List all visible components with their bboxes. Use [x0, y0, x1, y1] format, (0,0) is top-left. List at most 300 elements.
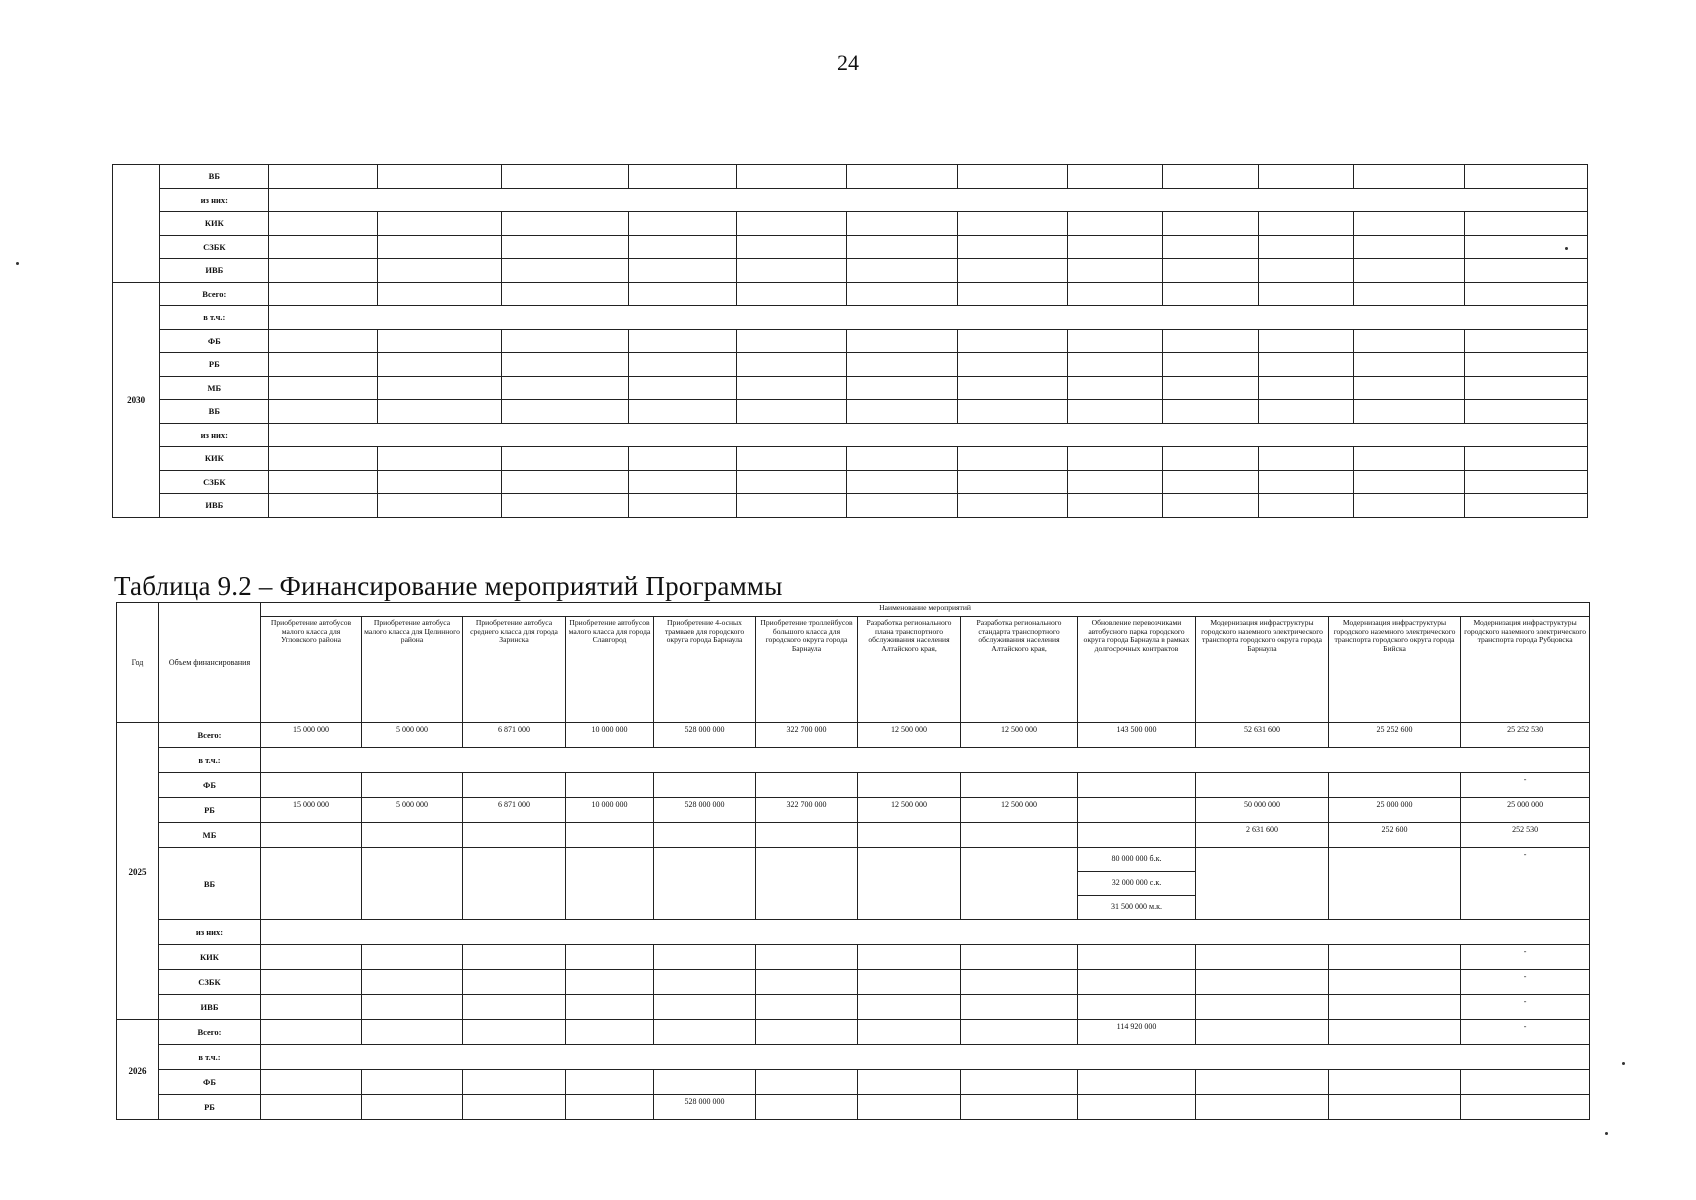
- empty-cell: [1258, 447, 1353, 471]
- empty-cell: [566, 1070, 654, 1095]
- col-year-header: Год: [117, 603, 159, 723]
- table-row: [113, 400, 1588, 424]
- empty-cell: [654, 1070, 756, 1095]
- empty-cell: [566, 773, 654, 798]
- empty-cell: [1464, 400, 1587, 424]
- table-row: [117, 1020, 1590, 1045]
- empty-cell: [269, 259, 377, 283]
- table-row: [113, 353, 1588, 377]
- empty-cell: [1163, 329, 1258, 353]
- value-cell: -: [1461, 773, 1590, 798]
- value-cell: 52 631 600: [1196, 723, 1329, 748]
- empty-cell: [654, 1020, 756, 1045]
- empty-cell: [377, 470, 501, 494]
- empty-cell: [628, 212, 736, 236]
- empty-cell: [1354, 400, 1464, 424]
- financing-table: [116, 602, 1590, 1120]
- empty-cell: [628, 494, 736, 518]
- table-row: [117, 945, 1590, 970]
- empty-cell: [1329, 773, 1461, 798]
- empty-cell: [502, 447, 628, 471]
- scan-speck: [1605, 1132, 1608, 1135]
- empty-cell: [1196, 945, 1329, 970]
- table-row: [117, 1045, 1590, 1070]
- empty-cell: [261, 773, 362, 798]
- empty-cell: [654, 823, 756, 848]
- empty-cell: [654, 945, 756, 970]
- row-label: ИВБ: [160, 494, 269, 518]
- column-header: Приобретение 4-осных трамваев для городского округа города Барнаула: [654, 617, 756, 723]
- empty-cell: [463, 1070, 566, 1095]
- table-row: [117, 920, 1590, 945]
- table-row: [117, 798, 1590, 823]
- scan-speck: [1565, 247, 1568, 250]
- empty-cell: [1464, 470, 1587, 494]
- empty-cell: [1258, 235, 1353, 259]
- empty-cell: [1464, 494, 1587, 518]
- empty-cell: [1068, 259, 1163, 283]
- empty-cell: [1258, 282, 1353, 306]
- empty-cell: [269, 282, 377, 306]
- empty-cell: [1329, 848, 1461, 920]
- table-row: [117, 823, 1590, 848]
- empty-cell: [502, 353, 628, 377]
- table-row: [117, 970, 1590, 995]
- row-label: Всего:: [160, 282, 269, 306]
- empty-cell: [1163, 470, 1258, 494]
- empty-cell: [961, 1070, 1078, 1095]
- row-label: ВБ: [159, 848, 261, 920]
- empty-cell: [858, 970, 961, 995]
- empty-cell: [628, 470, 736, 494]
- table-row: [113, 447, 1588, 471]
- table-row: [117, 723, 1590, 748]
- empty-cell: [1196, 1020, 1329, 1045]
- value-cell: -: [1461, 970, 1590, 995]
- empty-cell: [1464, 165, 1587, 189]
- empty-cell: [1258, 376, 1353, 400]
- empty-cell: [269, 400, 377, 424]
- empty-cell: [463, 995, 566, 1020]
- value-cell: -: [1461, 995, 1590, 1020]
- empty-cell: [261, 848, 362, 920]
- group-header: Наименование мероприятий: [261, 603, 1590, 617]
- empty-cell: [1068, 400, 1163, 424]
- vb-part: 31 500 000 м.к.: [1111, 902, 1162, 911]
- value-cell: 25 252 530: [1461, 723, 1590, 748]
- value-cell: 12 500 000: [858, 723, 961, 748]
- column-header: Приобретение автобуса среднего класса для города Заринска: [463, 617, 566, 723]
- empty-cell: [269, 376, 377, 400]
- empty-cell: [269, 188, 1588, 212]
- empty-cell: [654, 773, 756, 798]
- empty-cell: [961, 823, 1078, 848]
- empty-cell: [756, 823, 858, 848]
- empty-cell: [566, 970, 654, 995]
- empty-cell: [269, 423, 1588, 447]
- column-header: Модернизация инфраструктуры городского наземного электрического транспорта города Рубцовска: [1461, 617, 1590, 723]
- empty-cell: [628, 259, 736, 283]
- empty-cell: [628, 447, 736, 471]
- empty-cell: [1163, 353, 1258, 377]
- table-row: [117, 773, 1590, 798]
- row-label: МБ: [160, 376, 269, 400]
- empty-cell: [736, 259, 846, 283]
- empty-cell: [502, 282, 628, 306]
- col-volume-header: Объем финансирования: [159, 603, 261, 723]
- column-header: Приобретение троллейбусов большого класса для городского округа города Барнаула: [756, 617, 858, 723]
- value-cell: 114 920 000: [1078, 1020, 1196, 1045]
- value-cell: 12 500 000: [961, 723, 1078, 748]
- empty-cell: [1464, 235, 1587, 259]
- empty-cell: [1163, 282, 1258, 306]
- empty-cell: [756, 995, 858, 1020]
- value-cell: 12 500 000: [858, 798, 961, 823]
- empty-cell: [756, 848, 858, 920]
- year-cell: [113, 165, 160, 283]
- value-cell: 322 700 000: [756, 723, 858, 748]
- value-cell: 5 000 000: [362, 798, 463, 823]
- empty-cell: [858, 823, 961, 848]
- value-cell: 6 871 000: [463, 798, 566, 823]
- empty-cell: [502, 376, 628, 400]
- empty-cell: [1464, 329, 1587, 353]
- row-label: СЗБК: [159, 970, 261, 995]
- empty-cell: [261, 748, 1590, 773]
- empty-cell: [1068, 282, 1163, 306]
- column-header: Приобретение автобусов малого класса для города Славгород: [566, 617, 654, 723]
- value-cell: 15 000 000: [261, 798, 362, 823]
- table-row: [113, 306, 1588, 330]
- empty-cell: [1354, 212, 1464, 236]
- row-label: ВБ: [160, 400, 269, 424]
- empty-cell: [1354, 494, 1464, 518]
- empty-cell: [1196, 773, 1329, 798]
- empty-cell: [1078, 970, 1196, 995]
- empty-cell: [1196, 1070, 1329, 1095]
- empty-cell: [736, 165, 846, 189]
- empty-cell: [502, 494, 628, 518]
- row-label: из них:: [159, 920, 261, 945]
- scan-speck: [16, 262, 19, 265]
- empty-cell: [847, 259, 957, 283]
- table-row: [113, 470, 1588, 494]
- table-row: [113, 259, 1588, 283]
- empty-cell: [1464, 353, 1587, 377]
- row-label: ВБ: [160, 165, 269, 189]
- row-label: РБ: [159, 1095, 261, 1120]
- empty-cell: [1354, 329, 1464, 353]
- empty-cell: [628, 282, 736, 306]
- empty-cell: [736, 329, 846, 353]
- empty-cell: [628, 165, 736, 189]
- empty-cell: [1329, 970, 1461, 995]
- empty-cell: [269, 329, 377, 353]
- row-label: из них:: [160, 188, 269, 212]
- value-cell: 25 000 000: [1329, 798, 1461, 823]
- empty-cell: [961, 970, 1078, 995]
- empty-cell: [463, 848, 566, 920]
- value-cell: 10 000 000: [566, 723, 654, 748]
- empty-cell: [261, 1045, 1590, 1070]
- empty-cell: [377, 353, 501, 377]
- empty-cell: [362, 945, 463, 970]
- empty-cell: [566, 848, 654, 920]
- empty-cell: [1461, 1095, 1590, 1120]
- empty-cell: [362, 995, 463, 1020]
- empty-cell: [1078, 995, 1196, 1020]
- row-label: ФБ: [159, 773, 261, 798]
- empty-cell: [261, 1070, 362, 1095]
- empty-cell: [847, 470, 957, 494]
- empty-cell: [1068, 376, 1163, 400]
- empty-cell: [736, 282, 846, 306]
- table-row: [117, 1070, 1590, 1095]
- empty-cell: [736, 447, 846, 471]
- table-row: [113, 165, 1588, 189]
- empty-cell: [1258, 259, 1353, 283]
- empty-cell: [463, 970, 566, 995]
- empty-cell: [463, 823, 566, 848]
- empty-cell: [1354, 470, 1464, 494]
- empty-cell: [1078, 798, 1196, 823]
- empty-cell: [1354, 447, 1464, 471]
- empty-cell: [362, 848, 463, 920]
- empty-cell: [269, 212, 377, 236]
- empty-cell: [269, 470, 377, 494]
- scan-speck: [1622, 1062, 1625, 1065]
- value-cell: 252 600: [1329, 823, 1461, 848]
- empty-cell: [269, 353, 377, 377]
- empty-cell: [654, 995, 756, 1020]
- empty-cell: [566, 995, 654, 1020]
- empty-cell: [957, 165, 1067, 189]
- empty-cell: [502, 400, 628, 424]
- empty-cell: [362, 1095, 463, 1120]
- table-row: [117, 995, 1590, 1020]
- empty-cell: [847, 494, 957, 518]
- row-label: Всего:: [159, 723, 261, 748]
- empty-cell: [261, 970, 362, 995]
- empty-cell: [1354, 376, 1464, 400]
- empty-cell: [858, 1020, 961, 1045]
- empty-cell: [362, 1020, 463, 1045]
- empty-cell: [1354, 165, 1464, 189]
- empty-cell: [957, 259, 1067, 283]
- empty-cell: [1258, 165, 1353, 189]
- empty-cell: [628, 400, 736, 424]
- row-label: РБ: [160, 353, 269, 377]
- empty-cell: [847, 376, 957, 400]
- empty-cell: [858, 848, 961, 920]
- value-cell: 15 000 000: [261, 723, 362, 748]
- empty-cell: [377, 376, 501, 400]
- empty-cell: [957, 329, 1067, 353]
- empty-cell: [377, 400, 501, 424]
- empty-cell: [957, 447, 1067, 471]
- row-label: ИВБ: [160, 259, 269, 283]
- empty-cell: [566, 1020, 654, 1045]
- value-cell: 528 000 000: [654, 798, 756, 823]
- empty-cell: [1329, 995, 1461, 1020]
- empty-cell: [736, 494, 846, 518]
- empty-cell: [463, 945, 566, 970]
- empty-cell: [1068, 494, 1163, 518]
- empty-cell: [1068, 470, 1163, 494]
- empty-cell: [463, 1095, 566, 1120]
- year-cell-2026: 2026: [117, 1020, 159, 1120]
- empty-cell: [847, 235, 957, 259]
- empty-cell: [261, 920, 1590, 945]
- value-cell: 50 000 000: [1196, 798, 1329, 823]
- row-label: РБ: [159, 798, 261, 823]
- empty-cell: [1329, 1070, 1461, 1095]
- empty-cell: [377, 329, 501, 353]
- empty-cell: [261, 1095, 362, 1120]
- row-label: СЗБК: [160, 470, 269, 494]
- value-cell: -: [1461, 1020, 1590, 1045]
- empty-cell: [502, 165, 628, 189]
- empty-cell: [261, 945, 362, 970]
- empty-cell: [1258, 470, 1353, 494]
- table-row: [113, 235, 1588, 259]
- empty-cell: [1078, 823, 1196, 848]
- table-row: [113, 212, 1588, 236]
- continuation-table: [112, 164, 1588, 518]
- row-label: ФБ: [160, 329, 269, 353]
- empty-cell: [377, 235, 501, 259]
- empty-cell: [1163, 494, 1258, 518]
- vb-part: 32 000 000 с.к.: [1078, 872, 1195, 896]
- empty-cell: [269, 447, 377, 471]
- empty-cell: [566, 1095, 654, 1120]
- table-row: [113, 282, 1588, 306]
- empty-cell: [847, 212, 957, 236]
- empty-cell: [1068, 235, 1163, 259]
- empty-cell: [858, 995, 961, 1020]
- empty-cell: [628, 353, 736, 377]
- empty-cell: [269, 306, 1588, 330]
- empty-cell: [261, 1020, 362, 1045]
- empty-cell: [1078, 1095, 1196, 1120]
- empty-cell: [377, 165, 501, 189]
- empty-cell: [858, 1070, 961, 1095]
- row-label: Всего:: [159, 1020, 261, 1045]
- empty-cell: [756, 1095, 858, 1120]
- empty-cell: [377, 494, 501, 518]
- empty-cell: [1078, 945, 1196, 970]
- table-caption: Таблица 9.2 – Финансирование мероприятий Программы: [114, 571, 783, 601]
- row-label: в т.ч.:: [160, 306, 269, 330]
- empty-cell: [1258, 353, 1353, 377]
- empty-cell: [269, 494, 377, 518]
- empty-cell: [1354, 235, 1464, 259]
- table-row: [117, 1095, 1590, 1120]
- empty-cell: [1464, 282, 1587, 306]
- row-label: КИК: [160, 212, 269, 236]
- row-label: КИК: [160, 447, 269, 471]
- empty-cell: [736, 376, 846, 400]
- empty-cell: [362, 773, 463, 798]
- empty-cell: [1258, 400, 1353, 424]
- row-label: в т.ч.:: [159, 1045, 261, 1070]
- empty-cell: [756, 945, 858, 970]
- value-cell: 25 000 000: [1461, 798, 1590, 823]
- empty-cell: [502, 259, 628, 283]
- empty-cell: [261, 995, 362, 1020]
- page-number: 24: [837, 50, 859, 75]
- empty-cell: [1329, 945, 1461, 970]
- empty-cell: [463, 773, 566, 798]
- empty-cell: [961, 848, 1078, 920]
- year-cell-2030: 2030: [113, 282, 160, 517]
- vb-part: 80 000 000 б.к.: [1078, 848, 1195, 872]
- empty-cell: [847, 353, 957, 377]
- empty-cell: [1163, 259, 1258, 283]
- row-label: ФБ: [159, 1070, 261, 1095]
- empty-cell: [1258, 329, 1353, 353]
- empty-cell: [1461, 1070, 1590, 1095]
- empty-cell: [961, 1020, 1078, 1045]
- empty-cell: [858, 773, 961, 798]
- empty-cell: [1163, 376, 1258, 400]
- row-label: КИК: [159, 945, 261, 970]
- empty-cell: [362, 970, 463, 995]
- empty-cell: [756, 1020, 858, 1045]
- row-label: в т.ч.:: [159, 748, 261, 773]
- empty-cell: [269, 235, 377, 259]
- empty-cell: [858, 945, 961, 970]
- table-row: [113, 423, 1588, 447]
- empty-cell: [1068, 165, 1163, 189]
- empty-cell: [961, 773, 1078, 798]
- empty-cell: [847, 400, 957, 424]
- empty-cell: [1068, 329, 1163, 353]
- empty-cell: [1464, 212, 1587, 236]
- empty-cell: [1258, 494, 1353, 518]
- empty-cell: [463, 1020, 566, 1045]
- empty-cell: [1196, 970, 1329, 995]
- empty-cell: [1196, 848, 1329, 920]
- column-header: Обновление перевозчиками автобусного парка городского округа города Барнаула в рамках долгосрочных контрактов: [1078, 617, 1196, 723]
- table-row: [117, 748, 1590, 773]
- empty-cell: [847, 329, 957, 353]
- empty-cell: [1163, 212, 1258, 236]
- value-cell: -: [1461, 848, 1590, 920]
- row-label: ИВБ: [159, 995, 261, 1020]
- table-row: [113, 329, 1588, 353]
- value-cell: 322 700 000: [756, 798, 858, 823]
- value-cell: 5 000 000: [362, 723, 463, 748]
- empty-cell: [961, 945, 1078, 970]
- empty-cell: [1464, 447, 1587, 471]
- empty-cell: [1078, 1070, 1196, 1095]
- column-header: Разработка регионального стандарта транспортного обслуживания населения Алтайского края,: [961, 617, 1078, 723]
- column-header: Приобретение автобусов малого класса для Угловского района: [261, 617, 362, 723]
- value-cell: 10 000 000: [566, 798, 654, 823]
- value-cell: 6 871 000: [463, 723, 566, 748]
- empty-cell: [502, 235, 628, 259]
- column-header: Разработка регионального плана транспортного обслуживания населения Алтайского края,: [858, 617, 961, 723]
- empty-cell: [654, 970, 756, 995]
- empty-cell: [957, 235, 1067, 259]
- column-header: Модернизация инфраструктуры городского наземного электрического транспорта городского округа города Барнаула: [1196, 617, 1329, 723]
- empty-cell: [1354, 259, 1464, 283]
- empty-cell: [1078, 773, 1196, 798]
- empty-cell: [377, 282, 501, 306]
- empty-cell: [957, 470, 1067, 494]
- empty-cell: [736, 212, 846, 236]
